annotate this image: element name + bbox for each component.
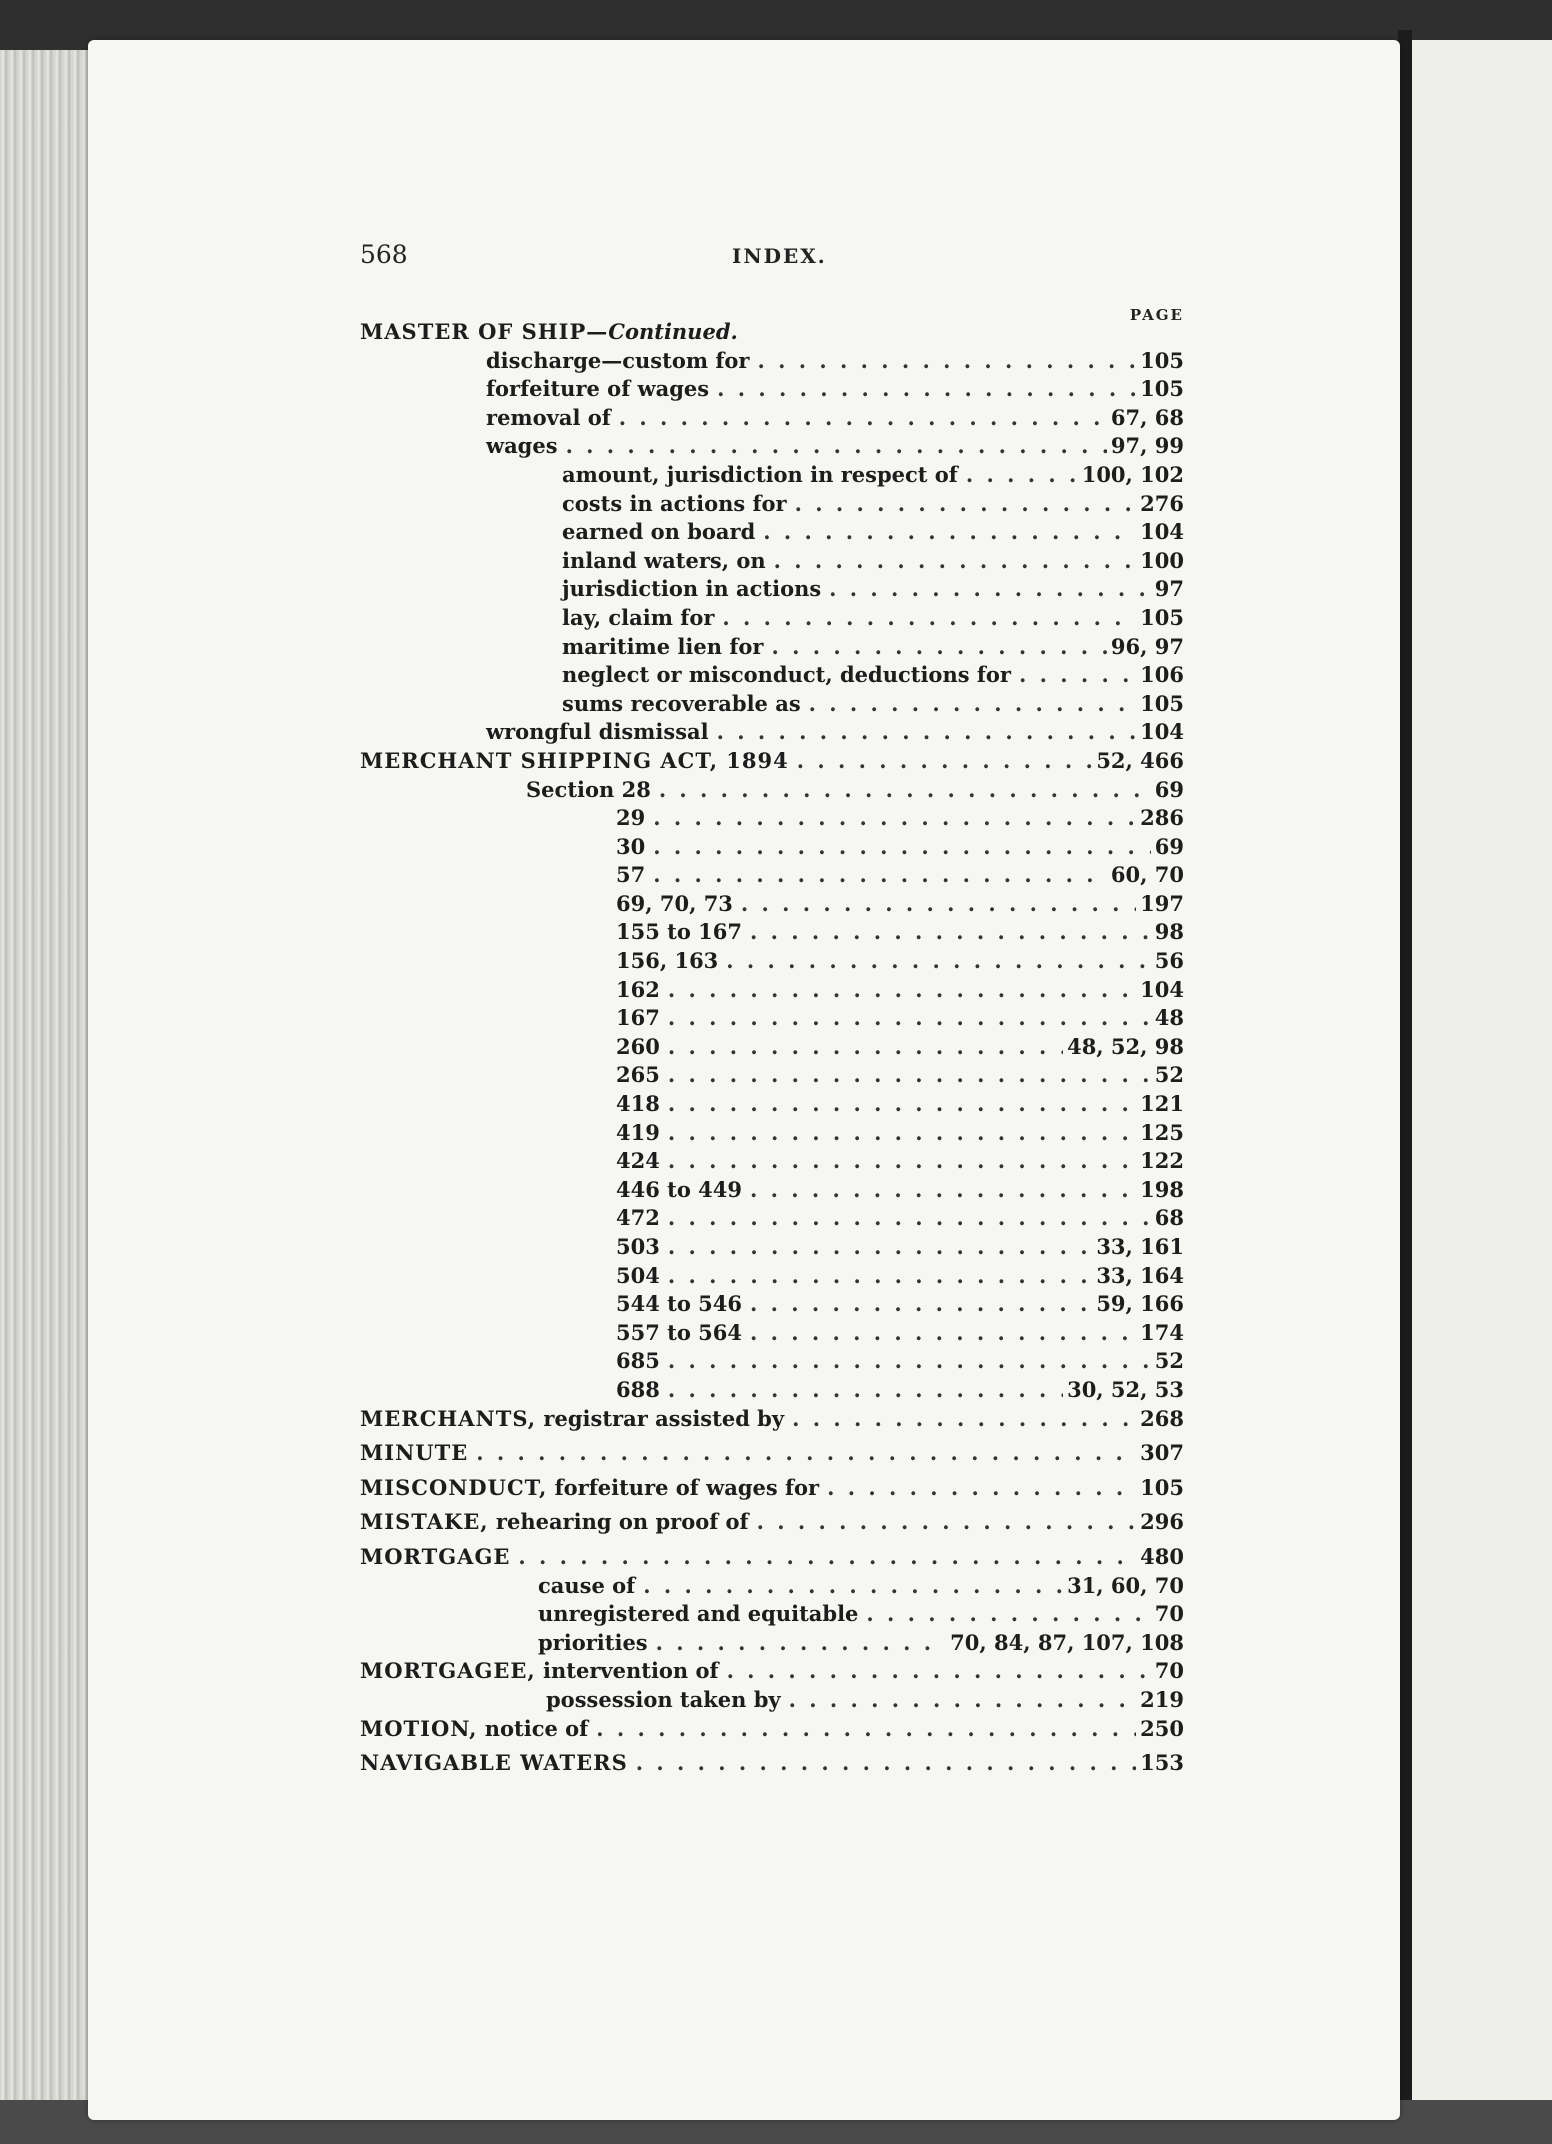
index-entry-label <box>616 804 645 833</box>
index-entry <box>360 1119 1184 1148</box>
dot-leader <box>668 976 1136 1005</box>
index-subentry: lay, claim for <box>562 604 715 630</box>
dot-leader <box>668 1147 1136 1176</box>
index-entry <box>360 375 1184 404</box>
index-entry <box>360 976 1184 1005</box>
page-reference: 98 <box>1154 919 1184 945</box>
index-entry <box>360 1090 1184 1119</box>
dot-leader <box>750 918 1151 947</box>
dot-leader <box>795 490 1137 519</box>
page-reference: 286 <box>1140 805 1184 831</box>
index-subentry: rehearing on proof of <box>488 1509 749 1535</box>
page-reference: 104 <box>1140 519 1184 545</box>
index-subentry: amount, jurisdiction in respect of <box>562 461 958 487</box>
index-entry <box>360 918 1184 947</box>
index-entry <box>360 1629 1184 1658</box>
index-heading: MERCHANT SHIPPING ACT, 1894 <box>360 747 789 773</box>
index-entry-label <box>616 1290 742 1319</box>
index-subentry: 29 <box>616 805 646 831</box>
index-entry-label <box>546 1686 781 1715</box>
index-entry <box>360 1233 1184 1262</box>
page-reference: 100, 102 <box>1081 461 1184 487</box>
index-entry <box>360 947 1184 976</box>
index-entry-label <box>538 1629 648 1658</box>
dot-leader <box>668 1033 1063 1062</box>
index-entry <box>360 547 1184 576</box>
dot-leader <box>596 1715 1136 1744</box>
index-subentry: Section 28 <box>526 776 651 802</box>
page-reference: 122 <box>1140 1148 1184 1174</box>
dot-leader <box>792 1405 1136 1434</box>
index-entry-label <box>562 490 787 519</box>
index-entry <box>360 1686 1184 1715</box>
dot-leader <box>866 1600 1150 1629</box>
index-heading: MINUTE <box>360 1440 469 1466</box>
page-reference: 296 <box>1140 1509 1184 1535</box>
index-entry-label <box>562 661 1011 690</box>
index-entry-label <box>616 833 645 862</box>
page-reference: 105 <box>1140 347 1184 373</box>
index-entry <box>360 432 1184 461</box>
index-subentry: wages <box>486 433 558 459</box>
index-subentry: intervention of <box>535 1658 719 1684</box>
index-subentry: inland waters, on <box>562 547 766 573</box>
page-reference: 174 <box>1140 1319 1184 1345</box>
index-entry <box>360 1543 1184 1572</box>
page-reference: 121 <box>1140 1091 1184 1117</box>
page-reference: 106 <box>1140 662 1184 688</box>
index-entry-label <box>616 1090 660 1119</box>
index-entry <box>360 1439 1184 1468</box>
index-subentry: priorities <box>538 1629 648 1655</box>
dot-leader <box>668 1061 1151 1090</box>
index-entry <box>360 518 1184 547</box>
index-entry-label <box>360 1657 719 1686</box>
index-entry-label <box>360 1508 749 1537</box>
dot-leader <box>966 461 1078 490</box>
page-reference: 105 <box>1140 1474 1184 1500</box>
index-heading: MASTER OF SHIP— <box>360 319 609 344</box>
index-entry-label <box>562 633 763 662</box>
page-reference: 33, 161 <box>1096 1234 1184 1259</box>
index-entry-label <box>486 432 558 461</box>
dot-leader <box>619 404 1107 433</box>
index-heading: NAVIGABLE WATERS <box>360 1750 628 1776</box>
index-subentry: 418 <box>616 1091 660 1117</box>
index-entry <box>360 1508 1184 1537</box>
index-subentry: wrongful dismissal <box>486 719 709 745</box>
index-entry-label <box>526 776 651 805</box>
index-entry-label <box>616 861 645 890</box>
index-entry <box>360 461 1184 490</box>
index-entry-label <box>616 1147 660 1176</box>
index-entry <box>360 1033 1184 1062</box>
index-entry-label <box>538 1600 858 1629</box>
index-subentry: 424 <box>616 1148 660 1174</box>
index-entry-label <box>360 1474 819 1503</box>
dot-leader <box>809 690 1136 719</box>
page-reference: 33, 164 <box>1096 1262 1184 1288</box>
index-entry <box>360 1061 1184 1090</box>
index-entry-label <box>562 604 714 633</box>
page-reference: 104 <box>1140 976 1184 1002</box>
index-entry <box>360 1657 1184 1686</box>
page-reference: 97, 99 <box>1110 433 1184 459</box>
index-entry <box>360 718 1184 747</box>
page-reference: 70 <box>1154 1601 1184 1627</box>
index-subentry: 504 <box>616 1262 660 1288</box>
index-entry <box>360 347 1184 376</box>
index-subentry: 503 <box>616 1234 660 1259</box>
index-subentry: maritime lien for <box>562 633 764 659</box>
index-entry <box>360 690 1184 719</box>
dot-leader <box>668 1262 1092 1291</box>
page-reference: 153 <box>1140 1750 1184 1776</box>
page-reference: 307 <box>1140 1440 1184 1466</box>
index-entry-label <box>360 318 738 347</box>
facing-page <box>1412 40 1552 2100</box>
page-reference: 105 <box>1140 690 1184 716</box>
index-entry <box>360 1474 1184 1503</box>
index-subentry: 544 to 546 <box>616 1291 742 1317</box>
page-reference: 56 <box>1154 948 1184 974</box>
index-entry <box>360 1176 1184 1205</box>
index-entry-label <box>562 461 958 490</box>
dot-leader <box>653 861 1107 890</box>
index-subentry: 155 to 167 <box>616 919 742 945</box>
index-entry-label <box>360 747 789 776</box>
book-page-edges <box>0 50 100 2144</box>
dot-leader <box>518 1543 1136 1572</box>
index-entry-label <box>616 1004 660 1033</box>
index-entry-label <box>486 375 709 404</box>
page-reference: 125 <box>1140 1119 1184 1145</box>
dot-leader <box>829 575 1151 604</box>
dot-leader <box>797 747 1093 776</box>
index-entry-label <box>616 1347 660 1376</box>
page-reference: 48, 52, 98 <box>1067 1033 1184 1059</box>
index-subentry: 265 <box>616 1062 660 1088</box>
index-subentry: sums recoverable as <box>562 690 801 716</box>
index-entry-label <box>486 404 611 433</box>
index-entry-label <box>562 518 755 547</box>
dot-leader <box>757 1508 1137 1537</box>
index-subentry: 446 to 449 <box>616 1176 742 1202</box>
dot-leader <box>750 1176 1136 1205</box>
index-subentry: discharge—custom for <box>486 347 750 373</box>
index-entry <box>360 1147 1184 1176</box>
dot-leader <box>763 518 1136 547</box>
dot-leader <box>668 1347 1151 1376</box>
index-entry-label <box>486 718 709 747</box>
page-reference: 104 <box>1140 719 1184 745</box>
index-heading: MERCHANTS, <box>360 1405 537 1431</box>
dot-leader <box>717 375 1136 404</box>
index-subentry: earned on board <box>562 519 756 545</box>
index-entry <box>360 890 1184 919</box>
running-head: INDEX. <box>732 244 827 268</box>
index-entry-label <box>616 918 742 947</box>
index-entry <box>360 804 1184 833</box>
dot-leader <box>727 1657 1151 1686</box>
page-number: 568 <box>360 240 408 269</box>
index-subentry: 57 <box>616 862 646 888</box>
dot-leader <box>1019 661 1136 690</box>
index-entry-label <box>538 1572 635 1601</box>
index-entry-label <box>616 947 718 976</box>
index-subentry: forfeiture of wages for <box>547 1474 820 1500</box>
index-subentry: notice of <box>477 1715 589 1741</box>
index-entry <box>360 1572 1184 1601</box>
index-entry <box>360 404 1184 433</box>
page-reference: 52, 466 <box>1096 747 1184 773</box>
index-entry-label <box>616 1204 660 1233</box>
index-subentry: 472 <box>616 1205 660 1231</box>
index-entry-label <box>562 547 766 576</box>
dot-leader <box>668 1119 1136 1148</box>
dot-leader <box>668 1376 1063 1405</box>
page-reference: 69 <box>1154 833 1184 859</box>
index-entry-label <box>562 690 801 719</box>
dot-leader <box>668 1004 1151 1033</box>
page-reference: 60, 70 <box>1110 862 1184 888</box>
index-subentry: 162 <box>616 976 660 1002</box>
index-entry-label <box>616 1033 660 1062</box>
index-entry-label <box>360 1749 628 1778</box>
index-entry <box>360 1004 1184 1033</box>
index-entry <box>360 1749 1184 1778</box>
index-subentry: possession taken by <box>546 1686 781 1712</box>
index-entry <box>360 1319 1184 1348</box>
page-reference: 52 <box>1154 1348 1184 1374</box>
index-entry <box>360 661 1184 690</box>
dot-leader <box>774 547 1137 576</box>
index-entry <box>360 1262 1184 1291</box>
dot-leader <box>566 432 1107 461</box>
dot-leader <box>668 1090 1136 1119</box>
index-heading: MORTGAGEE, <box>360 1658 536 1684</box>
index-entry <box>360 833 1184 862</box>
index-entry <box>360 861 1184 890</box>
index-entry <box>360 1290 1184 1319</box>
index-entry <box>360 1600 1184 1629</box>
page-reference: 68 <box>1154 1205 1184 1231</box>
page-reference: 59, 166 <box>1096 1291 1184 1317</box>
index-subentry: 69, 70, 73 <box>616 890 733 916</box>
index-entry <box>360 1204 1184 1233</box>
index-entry-label <box>616 1233 660 1262</box>
index-entry-label <box>616 1061 660 1090</box>
page-reference: 198 <box>1140 1176 1184 1202</box>
index-entry-label <box>616 1176 742 1205</box>
index-entry-label <box>360 1439 468 1468</box>
index-heading: MORTGAGE <box>360 1543 511 1569</box>
index-entry <box>360 318 1184 347</box>
page-reference: 100 <box>1140 547 1184 573</box>
page-reference: 97 <box>1154 576 1184 602</box>
index-entry-label <box>562 575 821 604</box>
page-reference: 276 <box>1140 490 1184 516</box>
index-entry-label <box>616 1319 742 1348</box>
index-entry-label <box>486 347 749 376</box>
page-reference: 67, 68 <box>1110 404 1184 430</box>
index-subentry: 260 <box>616 1033 660 1059</box>
page-reference: 48 <box>1154 1005 1184 1031</box>
index-entry <box>360 633 1184 662</box>
index-subentry: registrar assisted by <box>536 1405 785 1431</box>
index-entry <box>360 490 1184 519</box>
dot-leader <box>717 718 1137 747</box>
index-subentry: 156, 163 <box>616 948 719 974</box>
dot-leader <box>653 804 1136 833</box>
index-subentry: costs in actions for <box>562 490 787 516</box>
dot-leader <box>659 776 1151 805</box>
dot-leader <box>750 1290 1092 1319</box>
dot-leader <box>827 1474 1136 1503</box>
page-reference: 96, 97 <box>1110 633 1184 659</box>
page-reference: 69 <box>1154 776 1184 802</box>
dot-leader <box>653 833 1151 862</box>
index-entry-label <box>360 1715 588 1744</box>
page-reference: 250 <box>1140 1715 1184 1741</box>
index-entry-label <box>616 976 660 1005</box>
index-entry <box>360 1715 1184 1744</box>
dot-leader <box>750 1319 1136 1348</box>
book-gutter <box>1398 30 1412 2110</box>
page-reference: 52 <box>1154 1062 1184 1088</box>
dot-leader <box>476 1439 1136 1468</box>
index-entry <box>360 747 1184 776</box>
index-entry <box>360 1347 1184 1376</box>
index-heading: MISTAKE, <box>360 1509 489 1535</box>
index-subentry: 167 <box>616 1005 660 1031</box>
page-column-label: PAGE <box>1129 306 1184 324</box>
dot-leader <box>757 347 1136 376</box>
index-entry-label <box>616 1262 660 1291</box>
index-subentry: 30 <box>616 833 646 859</box>
index-entry <box>360 575 1184 604</box>
index-subentry: neglect or misconduct, deductions for <box>562 662 1011 688</box>
dot-leader <box>668 1233 1092 1262</box>
index-entry-label <box>616 1119 660 1148</box>
dot-leader <box>656 1629 947 1658</box>
dot-leader <box>722 604 1136 633</box>
page-reference: 105 <box>1140 376 1184 402</box>
page-reference: 219 <box>1140 1686 1184 1712</box>
page-reference: 268 <box>1140 1405 1184 1431</box>
index-entry-label <box>360 1405 784 1434</box>
index-subentry: cause of <box>538 1572 636 1598</box>
index-list <box>360 318 1184 1778</box>
index-entry-label <box>616 1376 660 1405</box>
page-reference: 70 <box>1154 1658 1184 1684</box>
index-entry <box>360 1405 1184 1434</box>
index-entry <box>360 1376 1184 1405</box>
index-subentry: 685 <box>616 1348 660 1374</box>
index-subentry: unregistered and equitable <box>538 1601 859 1627</box>
index-heading: MOTION, <box>360 1715 478 1741</box>
index-subentry: forfeiture of wages <box>486 376 710 402</box>
page-reference: 31, 60, 70 <box>1067 1572 1184 1598</box>
dot-leader <box>726 947 1150 976</box>
dot-leader <box>636 1749 1136 1778</box>
index-subentry: removal of <box>486 404 611 430</box>
index-entry-label <box>616 890 733 919</box>
page-reference: 480 <box>1140 1543 1184 1569</box>
index-entry <box>360 604 1184 633</box>
index-subentry: 419 <box>616 1119 660 1145</box>
index-heading: MISCONDUCT, <box>360 1474 548 1500</box>
index-entry <box>360 776 1184 805</box>
dot-leader <box>741 890 1136 919</box>
page-reference: 70, 84, 87, 107, 108 <box>950 1629 1184 1655</box>
index-subentry: 688 <box>616 1376 660 1402</box>
index-subentry: jurisdiction in actions <box>562 576 822 602</box>
index-subentry: 557 to 564 <box>616 1319 742 1345</box>
page-reference: 105 <box>1140 604 1184 630</box>
page-reference: 30, 52, 53 <box>1067 1376 1184 1402</box>
dot-leader <box>643 1572 1063 1601</box>
index-heading-continued: Continued. <box>608 319 738 344</box>
dot-leader <box>771 633 1106 662</box>
dot-leader <box>668 1204 1151 1233</box>
page-reference: 197 <box>1140 890 1184 916</box>
dot-leader <box>789 1686 1137 1715</box>
index-entry-label <box>360 1543 510 1572</box>
